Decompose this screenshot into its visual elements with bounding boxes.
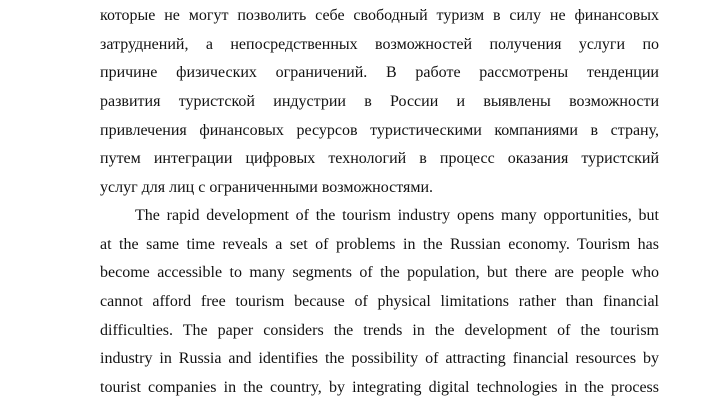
paragraph-line: industry in Russia and identifies the possibility of attracting financial resources by bbox=[100, 350, 659, 368]
paragraph-line: услуг для лиц с ограниченными возможностями. bbox=[100, 179, 434, 197]
paragraph-line: привлечения финансовых ресурсов туристическими компаниями в страну, bbox=[100, 121, 659, 139]
paragraph-line: которые не могут позволить себе свободный туризм в силу не финансовых bbox=[100, 7, 659, 24]
paragraph-line: The rapid development of the tourism industry opens many opportunities, but bbox=[135, 207, 659, 224]
paragraph-line: путем интеграции цифровых технологий в процесс оказания туристский bbox=[100, 150, 659, 168]
english-abstract-paragraph bbox=[100, 202, 659, 400]
paragraph-line: развития туристской индустрии в России и выявлены возможности bbox=[100, 93, 659, 111]
paragraph-line: причине физических ограничений. В работе рассмотрены тенденции bbox=[100, 64, 659, 82]
paragraph-line: difficulties. The paper considers the trends in the development of the tourism bbox=[100, 321, 659, 339]
paragraph-line: become accessible to many segments of the population, but there are people who bbox=[100, 264, 659, 282]
russian-abstract-paragraph bbox=[100, 2, 659, 203]
paragraph-line: tourist companies in the country, by integrating digital technologies in the process bbox=[100, 379, 659, 397]
paragraph-line: затруднений, а непосредственных возможностей получения услуги по bbox=[100, 35, 659, 53]
paragraph-line: at the same time reveals a set of problems in the Russian economy. Tourism has bbox=[100, 235, 659, 253]
paragraph-line: cannot afford free tourism because of physical limitations rather than financial bbox=[100, 293, 659, 311]
